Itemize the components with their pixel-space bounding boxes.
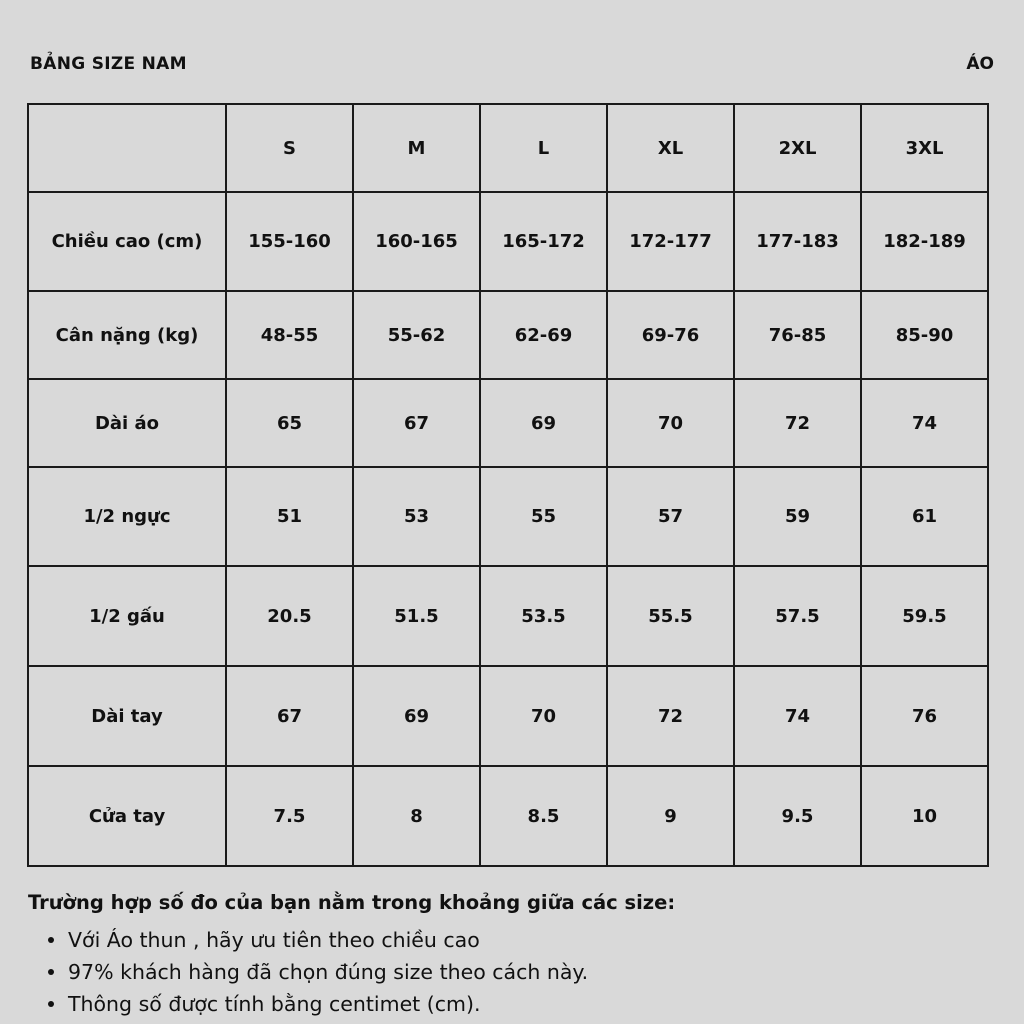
notes-title: Trường hợp số đo của bạn nằm trong khoảng giữa các size: bbox=[28, 891, 676, 914]
table-cell: 61 bbox=[861, 467, 988, 566]
list-item-text: Thông số được tính bằng centimet (cm). bbox=[68, 992, 481, 1016]
size-header: 2XL bbox=[734, 104, 861, 192]
table-cell: 62-69 bbox=[480, 291, 607, 379]
table-cell: 48-55 bbox=[226, 291, 353, 379]
table-cell: 165-172 bbox=[480, 192, 607, 291]
table-header-row bbox=[28, 104, 988, 192]
table-cell: 7.5 bbox=[226, 766, 353, 866]
size-header: L bbox=[480, 104, 607, 192]
table-cell: 9.5 bbox=[734, 766, 861, 866]
table-cell: 69-76 bbox=[607, 291, 734, 379]
table-cell: 69 bbox=[480, 379, 607, 467]
row-label: Dài tay bbox=[28, 666, 226, 766]
table-cell: 72 bbox=[734, 379, 861, 467]
row-label: Cân nặng (kg) bbox=[28, 291, 226, 379]
table-cell: 65 bbox=[226, 379, 353, 467]
table-cell: 182-189 bbox=[861, 192, 988, 291]
table-row bbox=[28, 766, 988, 866]
table-cell: 20.5 bbox=[226, 566, 353, 666]
table-cell: 55.5 bbox=[607, 566, 734, 666]
table-cell: 70 bbox=[480, 666, 607, 766]
table-cell: 74 bbox=[861, 379, 988, 467]
table-row bbox=[28, 467, 988, 566]
table-cell: 53 bbox=[353, 467, 480, 566]
table-cell: 155-160 bbox=[226, 192, 353, 291]
table-cell: 67 bbox=[226, 666, 353, 766]
table-cell: 172-177 bbox=[607, 192, 734, 291]
table-cell: 69 bbox=[353, 666, 480, 766]
bullet-icon bbox=[48, 969, 54, 975]
size-header: S bbox=[226, 104, 353, 192]
table-row bbox=[28, 566, 988, 666]
table-cell: 85-90 bbox=[861, 291, 988, 379]
table-cell: 9 bbox=[607, 766, 734, 866]
size-header: 3XL bbox=[861, 104, 988, 192]
bullet-icon bbox=[48, 937, 54, 943]
table-cell: 76-85 bbox=[734, 291, 861, 379]
table-cell: 59 bbox=[734, 467, 861, 566]
table-cell: 51.5 bbox=[353, 566, 480, 666]
size-header: XL bbox=[607, 104, 734, 192]
table-cell: 10 bbox=[861, 766, 988, 866]
list-item-text: 97% khách hàng đã chọn đúng size theo cách này. bbox=[68, 960, 589, 984]
notes-section bbox=[28, 888, 998, 1020]
table-cell: 177-183 bbox=[734, 192, 861, 291]
size-table bbox=[27, 103, 989, 867]
table-row bbox=[28, 666, 988, 766]
table-row bbox=[28, 379, 988, 467]
list-item-text: Với Áo thun , hãy ưu tiên theo chiều cao bbox=[68, 928, 480, 952]
category-label: ÁO bbox=[966, 54, 994, 74]
table-cell: 57 bbox=[607, 467, 734, 566]
table-cell: 72 bbox=[607, 666, 734, 766]
table-cell: 57.5 bbox=[734, 566, 861, 666]
chart-title: BẢNG SIZE NAM bbox=[30, 54, 187, 74]
table-row bbox=[28, 291, 988, 379]
row-label: 1/2 gấu bbox=[28, 566, 226, 666]
list-item bbox=[48, 988, 998, 1020]
row-label: 1/2 ngực bbox=[28, 467, 226, 566]
table-cell: 67 bbox=[353, 379, 480, 467]
table-cell: 59.5 bbox=[861, 566, 988, 666]
list-item bbox=[48, 924, 998, 956]
notes-list bbox=[28, 924, 998, 1020]
bullet-icon bbox=[48, 1001, 54, 1007]
row-label: Chiều cao (cm) bbox=[28, 192, 226, 291]
table-cell: 51 bbox=[226, 467, 353, 566]
row-label: Cửa tay bbox=[28, 766, 226, 866]
table-cell: 8.5 bbox=[480, 766, 607, 866]
table-cell: 76 bbox=[861, 666, 988, 766]
table-cell: 74 bbox=[734, 666, 861, 766]
row-label: Dài áo bbox=[28, 379, 226, 467]
table-cell: 55 bbox=[480, 467, 607, 566]
table-cell: 55-62 bbox=[353, 291, 480, 379]
table-cell: 70 bbox=[607, 379, 734, 467]
table-row bbox=[28, 192, 988, 291]
table-cell: 53.5 bbox=[480, 566, 607, 666]
header-empty-cell bbox=[28, 104, 226, 192]
table-cell: 160-165 bbox=[353, 192, 480, 291]
table-cell: 8 bbox=[353, 766, 480, 866]
list-item bbox=[48, 956, 998, 988]
size-header: M bbox=[353, 104, 480, 192]
